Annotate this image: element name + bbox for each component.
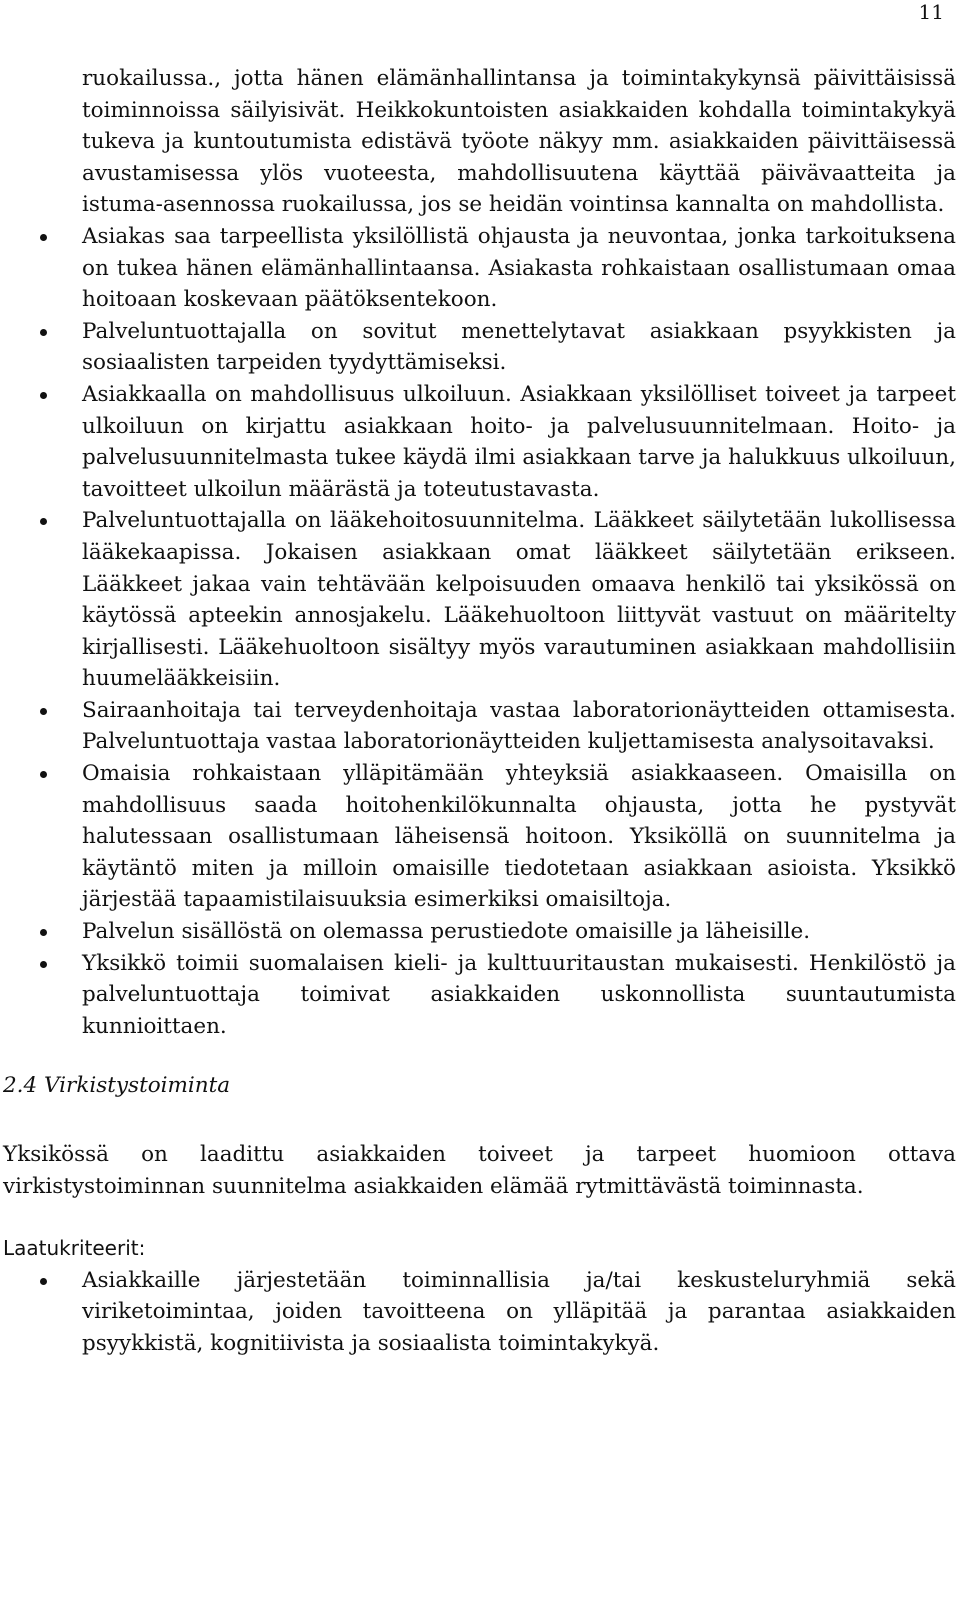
- list-item-text: Palveluntuottajalla on lääkehoitosuunnitelma. Lääkkeet säilytetään lukollisessa lääkekaapissa. Jokaisen asiakkaan omat lääkkeet säilytetään erikseen. Lääkkeet jakaa vain tehtävään kelpoisuuden omaava henkilö tai yksikössä on käytössä apteekin annosjakelu. Lääkehuoltoon liittyvät vastuut on määritelty kirjallisesti. Lääkehuoltoon sisältyy myös varautuminen asiakkaan mahdollisiin huumelääkkeisiin.: [82, 508, 956, 692]
- list-item: [0, 916, 956, 948]
- bullet-icon: [40, 392, 47, 399]
- list-item: [0, 221, 956, 316]
- list-item-text: Palveluntuottajalla on sovitut menettelytavat asiakkaan psyykkisten ja sosiaalisten tarpeiden tyydyttämiseksi.: [82, 318, 956, 376]
- list-item-text: Yksikkö toimii suomalaisen kieli- ja kulttuuritaustan mukaisesti. Henkilöstö ja palveluntuottaja toimivat asiakkaiden uskonnollista suuntautumista kunnioittaen.: [82, 950, 956, 1039]
- document-body: [0, 63, 956, 1360]
- list-item-text: Asiakas saa tarpeellista yksilöllistä ohjausta ja neuvontaa, jonka tarkoituksena on tukea hänen elämänhallintaansa. Asiakasta rohkaistaan osallistumaan omaa hoitoaan koskevaan päätöksentekoon.: [82, 223, 956, 313]
- bullet-icon: [40, 1278, 47, 1285]
- list-item: [0, 316, 956, 379]
- list-item: [0, 1265, 956, 1360]
- recreation-criteria-list: [0, 1265, 956, 1360]
- criteria-label: Laatukriteerit:: [3, 1236, 146, 1261]
- list-item-text: Omaisia rohkaistaan ylläpitämään yhteyksiä asiakkaaseen. Omaisilla on mahdollisuus saada hoitohenkilökunnalta ohjausta, jotta he pystyvät halutessaan osallistumaan läheisensä hoitoon. Yksiköllä on suunnitelma ja käytäntö miten ja milloin omaisille tiedotetaan asiakkaan asioista. Yksikkö järjestää tapaamistilaisuuksia esimerkiksi omaisiltoja.: [82, 761, 956, 913]
- continuation-paragraph: ruokailussa., jotta hänen elämänhallintansa ja toimintakykynsä päivittäisissä toiminnoissa säilyisivät. Heikkokuntoisten asiakkaiden kohdalla toimintakykyä tukeva ja kuntoutumista edistävä työote näkyy mm. asiakkaiden päivittäisessä avustamisessa ylös vuoteesta, mahdollisuutena käyttää päivävaatteita ja istuma-asennossa ruokailussa, jos se heidän vointinsa kannalta on mahdollista.: [82, 66, 956, 218]
- quality-criteria-list: [0, 221, 956, 1042]
- bullet-icon: [40, 708, 47, 715]
- section-intro-paragraph: Yksikössä on laadittu asiakkaiden toiveet ja tarpeet huomioon ottava virkistystoiminnan suunnitelma asiakkaiden elämää rytmittävästä toiminnasta.: [3, 1142, 956, 1199]
- bullet-icon: [40, 929, 47, 936]
- list-item-text: Sairaanhoitaja tai terveydenhoitaja vastaa laboratorionäytteiden ottamisesta. Palveluntuottaja vastaa laboratorionäytteiden kuljettamisesta analysoitavaksi.: [82, 697, 956, 755]
- list-item: [0, 948, 956, 1043]
- bullet-icon: [40, 961, 47, 968]
- list-item: [0, 695, 956, 758]
- list-item: [0, 758, 956, 916]
- section-heading: 2.4 Virkistystoiminta: [3, 1073, 231, 1099]
- list-item: [0, 379, 956, 505]
- bullet-icon: [40, 518, 47, 525]
- bullet-icon: [40, 329, 47, 336]
- bullet-icon: [40, 234, 47, 241]
- bullet-icon: [40, 771, 47, 778]
- page-number: 11: [918, 0, 944, 24]
- list-item-text: Palvelun sisällöstä on olemassa perustiedote omaisille ja läheisille.: [82, 919, 811, 945]
- list-item: [0, 505, 956, 695]
- list-item-text: Asiakkaalla on mahdollisuus ulkoiluun. Asiakkaan yksilölliset toiveet ja tarpeet ulkoiluun on kirjattu asiakkaan hoito- ja palvelusuunnitelmaan. Hoito- ja palvelusuunnitelmasta tukee käydä ilmi asiakkaan tarve ja halukkuus ulkoiluun, tavoitteet ulkoilun määrästä ja toteutustavasta.: [82, 381, 956, 502]
- list-item-text: Asiakkaille järjestetään toiminnallisia ja/tai keskusteluryhmiä sekä viriketoimintaa, joiden tavoitteena on ylläpitää ja parantaa asiakkaiden psyykkistä, kognitiivista ja sosiaalista toimintakykyä.: [82, 1267, 956, 1356]
